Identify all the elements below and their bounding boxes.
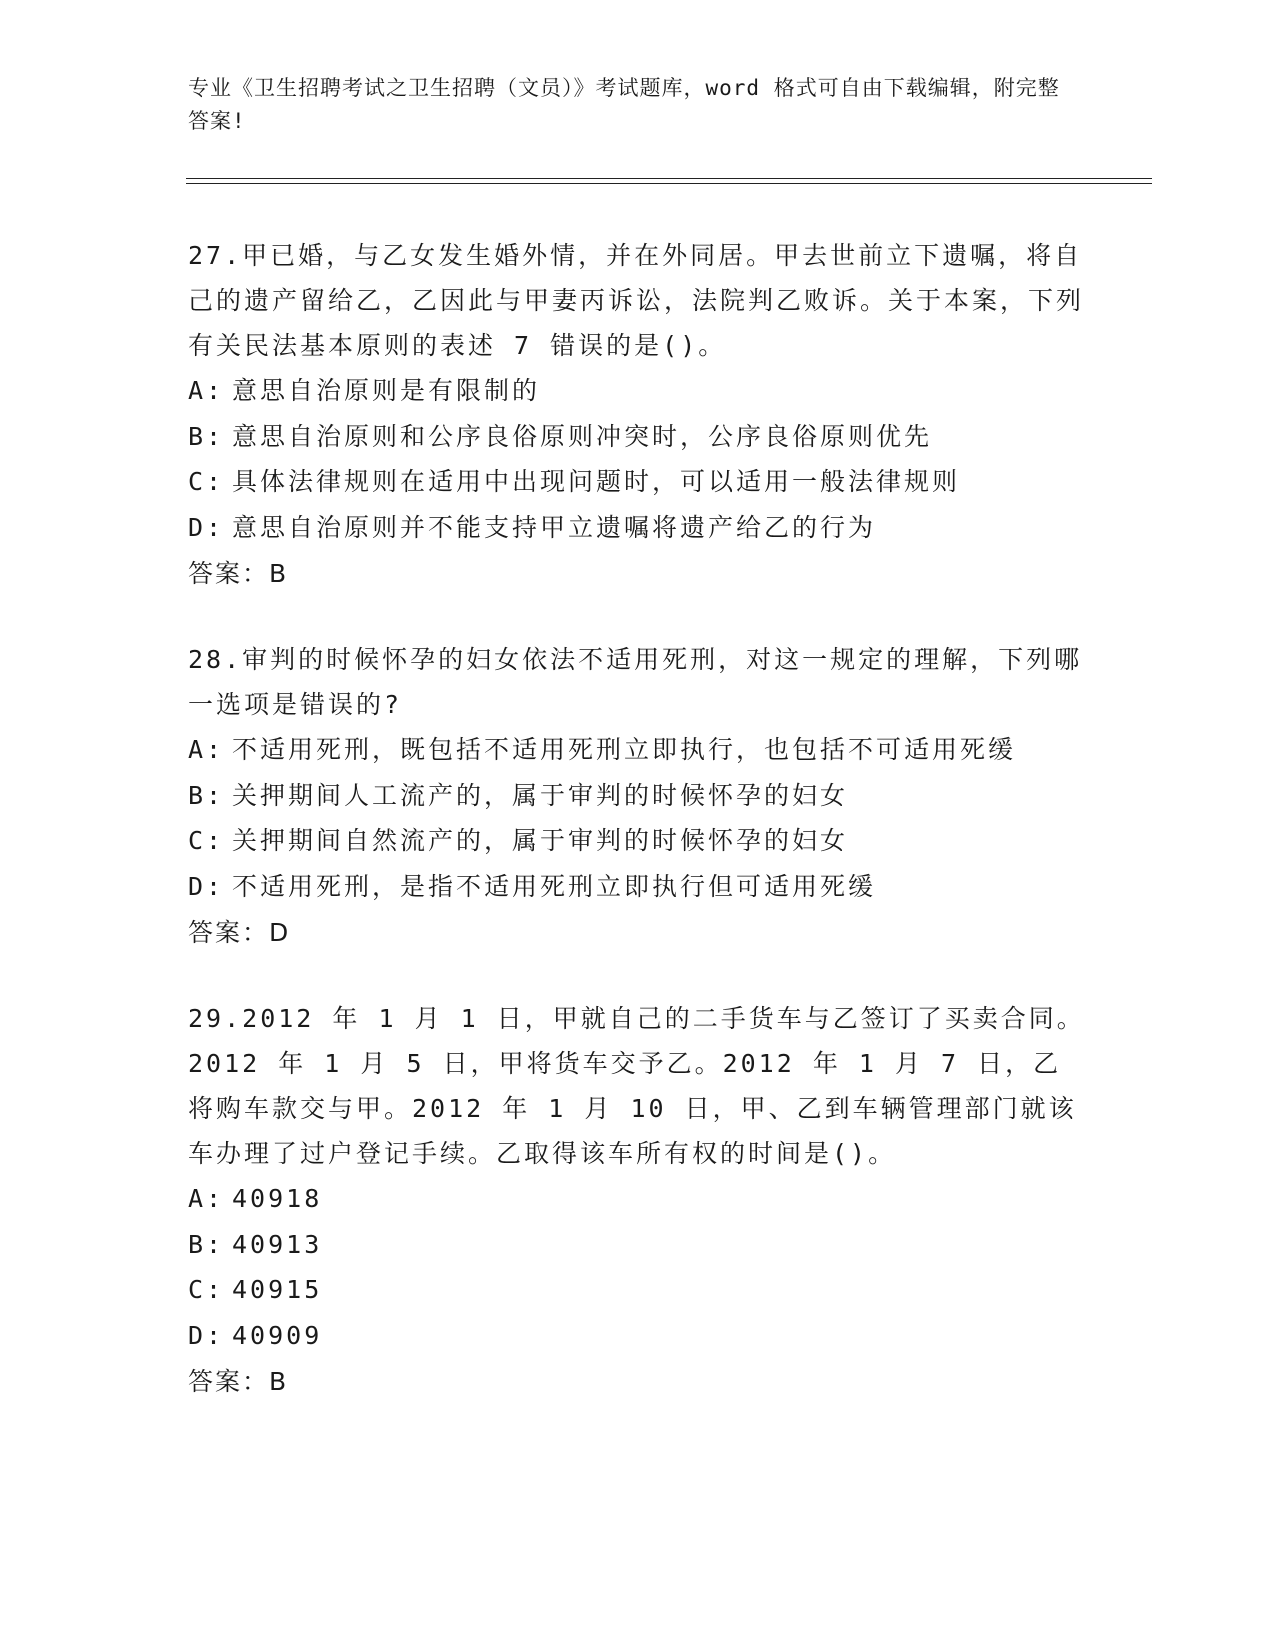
option-text: 不适用死刑，既包括不适用死刑立即执行，也包括不可适用死缓: [232, 735, 1017, 764]
option-text: 40913: [232, 1229, 323, 1259]
answer-line: 答案：D: [188, 918, 291, 947]
option-text: 40915: [232, 1275, 323, 1304]
question-text: 27.甲已婚，与乙女发生婚外情，并在外同居。甲去世前立下遗嘱，将自己的遗产留给乙，乙因此与甲妻丙诉讼，法院判乙败诉。关于本案，下列有关民法基本原则的表述 7 错误的是()。: [188, 241, 1085, 360]
option-letter: A:: [188, 376, 225, 405]
header-divider-bottom: [186, 183, 1152, 184]
option-a: [188, 727, 1088, 773]
option-letter: B:: [188, 780, 225, 810]
option-d: [188, 1313, 1088, 1359]
option-letter: B:: [188, 1229, 225, 1259]
answer-line: 答案：B: [188, 1367, 289, 1396]
option-d: [188, 864, 1088, 910]
option-letter: B:: [188, 421, 225, 451]
option-letter: C:: [188, 826, 225, 855]
option-text: 具体法律规则在适用中出现问题时，可以适用一般法律规则: [232, 467, 961, 496]
option-b: [188, 414, 1088, 460]
header-divider-top: [186, 178, 1152, 179]
option-b: [188, 1222, 1088, 1268]
option-text: 关押期间自然流产的，属于审判的时候怀孕的妇女: [232, 826, 849, 855]
option-letter: C:: [188, 1275, 225, 1304]
option-c: [188, 818, 1088, 864]
option-text: 40918: [232, 1184, 323, 1213]
answer-line: 答案：B: [188, 559, 289, 588]
option-text: 不适用死刑，是指不适用死刑立即执行但可适用死缓: [232, 871, 877, 901]
option-letter: D:: [188, 871, 225, 901]
option-letter: C:: [188, 467, 225, 496]
option-b: [188, 773, 1088, 819]
option-text: 意思自治原则是有限制的: [232, 376, 541, 405]
option-c: [188, 459, 1088, 505]
option-letter: A:: [188, 1184, 225, 1213]
document-header: 专业《卫生招聘考试之卫生招聘（文员）》考试题库，word 格式可自由下载编辑，附完整答案!: [188, 76, 1060, 133]
option-text: 关押期间人工流产的，属于审判的时候怀孕的妇女: [232, 780, 849, 810]
question-text: 28.审判的时候怀孕的妇女依法不适用死刑，对这一规定的理解，下列哪一选项是错误的?: [188, 645, 1083, 719]
option-c: [188, 1267, 1088, 1313]
question-27: [188, 233, 1088, 597]
question-text: 29.2012 年 1 月 1 日，甲就自己的二手货车与乙签订了买卖合同。2012 年 1 月 5 日，甲将货车交予乙。2012 年 1 月 7 日，乙将购车款交与甲。2012 年 1 月 10 日，甲、乙到车辆管理部门就该车办理了过户登记手续。乙取得该车所有权的时间是()。: [188, 1004, 1085, 1168]
option-text: 意思自治原则和公序良俗原则冲突时，公序良俗原则优先: [232, 421, 933, 451]
option-letter: D:: [188, 512, 225, 542]
option-text: 40909: [232, 1320, 323, 1350]
option-letter: D:: [188, 1320, 225, 1350]
question-28: [188, 637, 1088, 956]
option-letter: A:: [188, 735, 225, 764]
option-a: [188, 1176, 1088, 1222]
question-29: [188, 996, 1088, 1405]
option-a: [188, 368, 1088, 414]
option-text: 意思自治原则并不能支持甲立遗嘱将遗产给乙的行为: [232, 512, 877, 542]
option-d: [188, 505, 1088, 551]
question-list: [188, 233, 1088, 1445]
